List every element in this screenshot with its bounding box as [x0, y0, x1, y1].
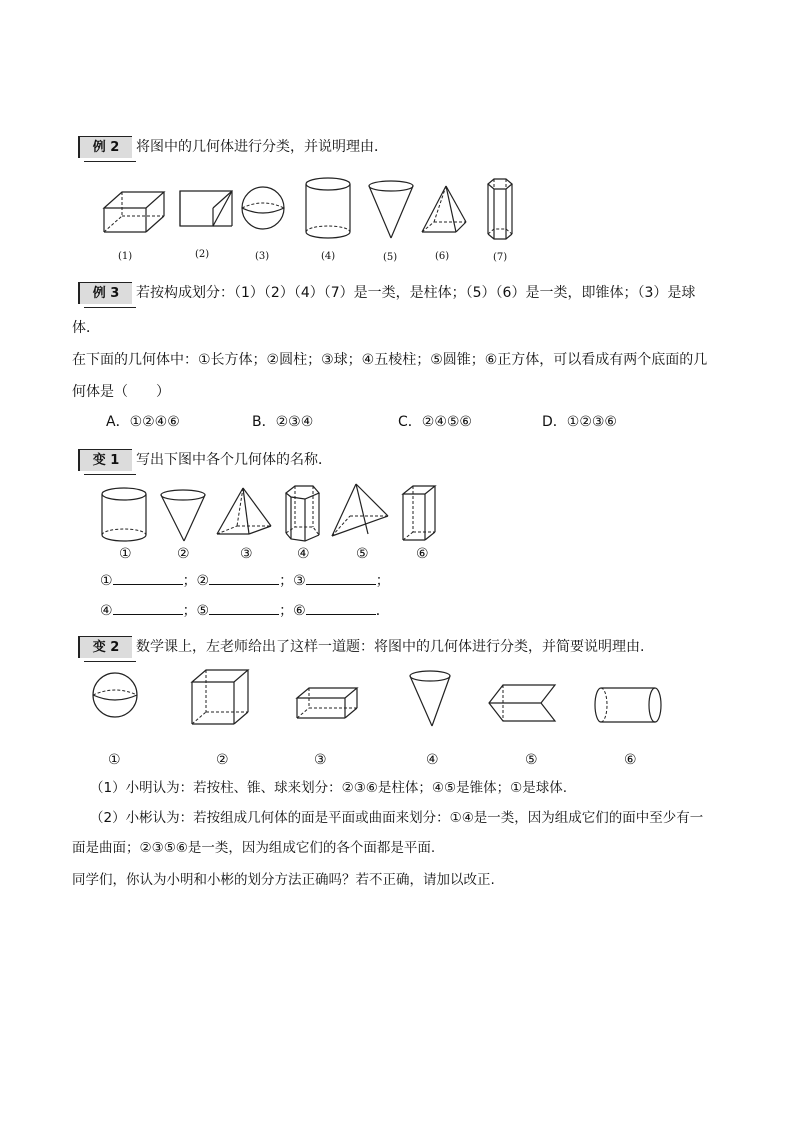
answer-blank[interactable] [306, 600, 376, 615]
figure-number: ① [108, 752, 121, 768]
paragraph-question: 同学们，你认为小明和小彬的划分方法正确吗？若不正确，请加以改正. [72, 872, 495, 888]
sphere-figure [241, 186, 287, 232]
cylinder-figure [304, 176, 354, 240]
answer-blank[interactable] [113, 600, 183, 615]
answer-blank[interactable] [209, 600, 279, 615]
figure-caption: (7) [493, 252, 508, 263]
question-line-2: 何体是（ ） [72, 384, 170, 400]
figure-caption: (1) [118, 251, 133, 262]
paragraph-xiaobin-1: （2）小彬认为：若按组成几何体的面是平面或曲面来划分：①④是一类，因为组成它们的面中至少有一 [90, 810, 704, 826]
figure-caption: (5) [383, 252, 398, 263]
example-2-text: 将图中的几何体进行分类，并说明理由． [136, 139, 388, 155]
rectangular-prism-figure [102, 190, 172, 235]
figure-number: ⑥ [416, 546, 429, 562]
triangular-prism-figure [178, 188, 238, 233]
hexagonal-prism-figure [484, 176, 516, 244]
cone-figure [367, 180, 417, 242]
answer-row-1: ① ；② ；③ ； [100, 570, 390, 591]
figure-number: ④ [426, 752, 439, 768]
variant-2-tag: 变 2 [78, 636, 132, 658]
figure-number: ③ [240, 546, 253, 562]
variant-2-text: 数学课上，左老师给出了这样一道题：将图中的几何体进行分类，并简要说明理由. [136, 639, 645, 655]
figure-caption: (6) [435, 251, 450, 262]
sphere-figure [92, 672, 142, 722]
cylinder-figure [100, 487, 152, 545]
figure-number: ④ [297, 546, 310, 562]
lying-prism-figure [487, 683, 559, 725]
pyramid-figure [420, 184, 470, 240]
cube-figure [190, 668, 252, 728]
pentagonal-prism-figure [283, 483, 323, 545]
option-c: C．②④⑤⑥ [398, 414, 472, 430]
figure-number: ② [216, 752, 229, 768]
paragraph-xiaobin-2: 面是曲面；②③⑤⑥是一类，因为组成它们的各个面都是平面. [72, 840, 436, 856]
option-b: B．②③④ [252, 414, 314, 430]
answer-blank[interactable] [306, 570, 376, 585]
figure-number: ③ [314, 752, 327, 768]
lying-cylinder-figure [595, 687, 665, 727]
question-line-1: 在下面的几何体中：①长方体；②圆柱；③球；④五棱柱；⑤圆锥；⑥正方体，可以看成有两个底面的几 [72, 352, 708, 368]
cone-figure [159, 489, 211, 545]
figure-number: ② [177, 546, 190, 562]
answer-blank[interactable] [113, 570, 183, 585]
option-d: D．①②③⑥ [542, 414, 617, 430]
tall-prism-figure [401, 484, 441, 544]
pyramid-figure [215, 486, 275, 542]
figure-caption: (3) [255, 251, 270, 262]
flat-box-figure [295, 686, 361, 722]
triangular-pyramid-figure [330, 482, 392, 542]
figure-caption: (2) [195, 249, 210, 260]
figure-number: ⑥ [624, 752, 637, 768]
example-3-tag: 例 3 [78, 282, 132, 304]
variant-1-tag: 变 1 [78, 449, 132, 471]
example-3-line-2: 体． [72, 320, 100, 336]
figure-number: ⑤ [525, 752, 538, 768]
paragraph-xiaoming: （1）小明认为：若按柱、锥、球来划分：②③⑥是柱体；④⑤是锥体；①是球体. [90, 780, 567, 796]
answer-blank[interactable] [209, 570, 279, 585]
figure-number: ① [119, 546, 132, 562]
variant-1-text: 写出下图中各个几何体的名称． [136, 452, 332, 468]
figure-number: ⑤ [356, 546, 369, 562]
answer-row-2: ④ ；⑤ ；⑥ ． [100, 600, 390, 621]
example-2-tag: 例 2 [78, 136, 132, 158]
figure-caption: (4) [321, 251, 336, 262]
example-3-line-1: 若按构成划分：（1）（2）（4）（7）是一类，是柱体；（5）（6）是一类，即锥体；（3）是球 [136, 285, 696, 301]
option-a: A．①②④⑥ [106, 414, 180, 430]
cone-figure [408, 670, 454, 730]
